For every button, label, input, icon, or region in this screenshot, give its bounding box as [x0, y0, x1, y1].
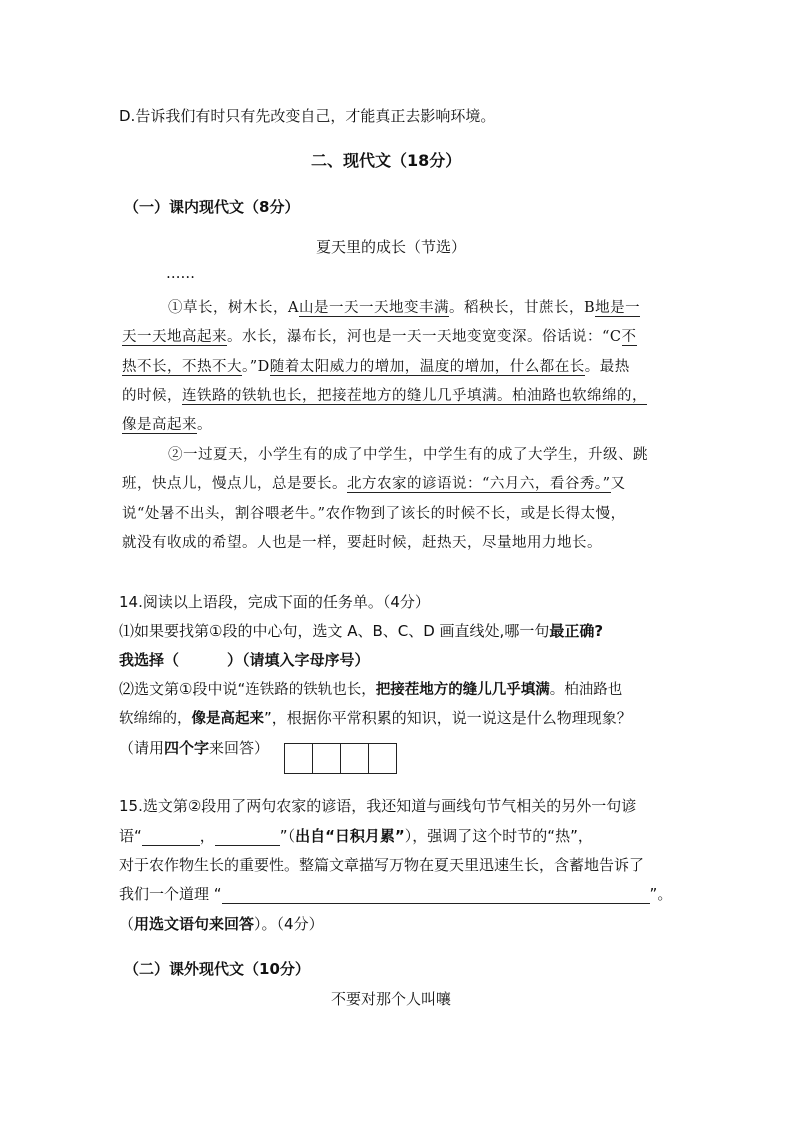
- article-title: 夏天里的成长（节选）: [316, 238, 467, 256]
- p1-l3-b: 。”D: [242, 359, 270, 375]
- sentence-b-start: 地是一: [595, 300, 641, 316]
- q14-choose-line: [119, 649, 370, 670]
- q15-line4: [119, 883, 672, 904]
- q15-l2-b: ，: [199, 827, 215, 845]
- rail-sentence: 连铁路的铁轨也长，把接茬地方的缝儿几乎填满。柏油路也软绵绵的，: [182, 388, 647, 404]
- q14-stem: 14.阅读以上语段，完成下面的任务单。（4分）: [119, 593, 430, 611]
- p2-l2-c: 又: [610, 476, 626, 492]
- q15-l2-e: ），强调了这个时节的“热”，: [404, 827, 593, 845]
- p1-l4-a: 的时候，: [122, 388, 182, 404]
- answer-cell[interactable]: [340, 743, 369, 774]
- four-char-answer-grid: [284, 743, 397, 774]
- p2-line2: [122, 472, 626, 493]
- p1-l5-end: 。: [197, 417, 212, 433]
- proverb-blank-1[interactable]: [142, 845, 200, 846]
- p1-l3-d: 。最热: [584, 359, 630, 375]
- q15-l2-d: 出自“日积月累”: [295, 827, 405, 845]
- q14-s1-emph: 最正确?: [549, 622, 604, 640]
- sentence-c-start: 不: [621, 329, 637, 345]
- rail-sentence-end: 像是高起来: [122, 417, 197, 433]
- q14-s2-g: ”，根据你平常积累的知识，说一说这是什么物理现象？: [264, 709, 632, 727]
- answer-cell[interactable]: [312, 743, 341, 774]
- q14-s2-h: （请用: [119, 739, 165, 757]
- q15-line2: [119, 825, 593, 846]
- answer-cell[interactable]: [284, 743, 313, 774]
- q15-l5-c: ）。（4分）: [254, 915, 324, 933]
- q14-s2-a: ⑵选文第①段中说“: [119, 680, 246, 698]
- part1-heading: （一）课内现代文（8分）: [124, 198, 300, 216]
- p2-line3: 说“处暑不出头，割谷喂老牛。”农作物到了该长的时候不长，或是长得太慢，: [122, 506, 626, 522]
- p1-line2: [122, 325, 637, 346]
- q14-s2-i: 四个字: [164, 739, 210, 757]
- p2-line4: 就没有收成的希望。人也是一样，要赶时候，赶热天，尽量地用力地长。: [122, 535, 602, 551]
- q15-line1: 15.选文第②段用了两句农家的谚语，我还知道与画线句节气相关的另外一句谚: [119, 797, 637, 815]
- p1-line4: [122, 384, 647, 405]
- p1-line5: [122, 413, 212, 434]
- part2-article-title: 不要对那个人叫嚷: [331, 990, 452, 1008]
- sentence-d: 随着太阳威力的增加，温度的增加，什么都在长: [269, 359, 585, 375]
- part2-heading: （二）课外现代文（10分）: [124, 960, 310, 978]
- q14-subq2-line2: [119, 707, 632, 728]
- p1-line1: [168, 296, 640, 317]
- answer-cell[interactable]: [368, 743, 397, 774]
- q14-s2-f: 像是高起来: [191, 710, 264, 727]
- section-title: 二、现代文（18分）: [311, 151, 462, 170]
- q14-s2-d: 。柏油路也: [549, 682, 623, 698]
- q15-l2-a: 语“: [119, 827, 142, 845]
- q14-choose-hint: ）（请填入字母序号）: [227, 651, 370, 669]
- lesson-answer-blank[interactable]: [222, 903, 650, 904]
- proverb-sentence: 北方农家的谚语说：“六月六，看谷秀。”: [347, 476, 611, 492]
- sentence-a: 山是一天一天地变丰满: [298, 300, 449, 316]
- q14-s1-text: ⑴如果要找第①段的中心句，选文 A、B、C、D 画直线处,哪一句: [119, 622, 550, 640]
- q15-l5-b: 用选文语句来回答: [134, 915, 255, 933]
- q14-s2-j: 来回答）: [209, 739, 270, 757]
- q15-line5: [119, 913, 324, 934]
- q14-subq1: [119, 620, 603, 641]
- p1-l1-a: ①草长，树木长，A: [168, 300, 299, 316]
- q14-s2-e: 软绵绵的，: [119, 711, 192, 727]
- p1-l2-b: 。水长，瀑布长，河也是一天一天地变宽变深。俗话说：“C: [227, 329, 622, 345]
- sentence-c-end: 热不长，不热不大: [122, 359, 242, 375]
- q14-s2-b: 连铁路的铁轨也长，: [245, 682, 376, 698]
- sentence-b-end: 天一天地高起来: [122, 329, 227, 345]
- p1-l1-c: 。稻秧长，甘蔗长，B: [448, 300, 596, 316]
- q14-choose-label: 我选择（: [119, 651, 180, 669]
- option-d: D.告诉我们有时只有先改变自己，才能真正去影响环境。: [119, 107, 496, 125]
- p2-line1: ②一过夏天，小学生有的成了中学生，中学生有的成了大学生，升级、跳: [168, 447, 648, 463]
- p2-l2-a: 班，快点儿，慢点儿，总是要长。: [122, 476, 347, 492]
- p1-line3: [122, 355, 630, 376]
- q14-s2-c: 把接茬地方的缝儿几乎填满: [375, 681, 550, 698]
- q15-l2-c: ”（: [279, 827, 296, 845]
- proverb-blank-2[interactable]: [215, 845, 280, 846]
- q15-l4-a: 我们一个道理 “: [119, 885, 222, 903]
- ellipsis: ……: [166, 266, 195, 282]
- q15-l5-a: （: [119, 915, 135, 933]
- q15-line3: 对于农作物生长的重要性。整篇文章描写万物在夏天里迅速生长，含蓄地告诉了: [119, 856, 645, 874]
- q15-l4-b: ”。: [649, 885, 673, 903]
- q14-subq2-line3: [119, 737, 269, 758]
- q14-subq2-line1: [119, 678, 622, 699]
